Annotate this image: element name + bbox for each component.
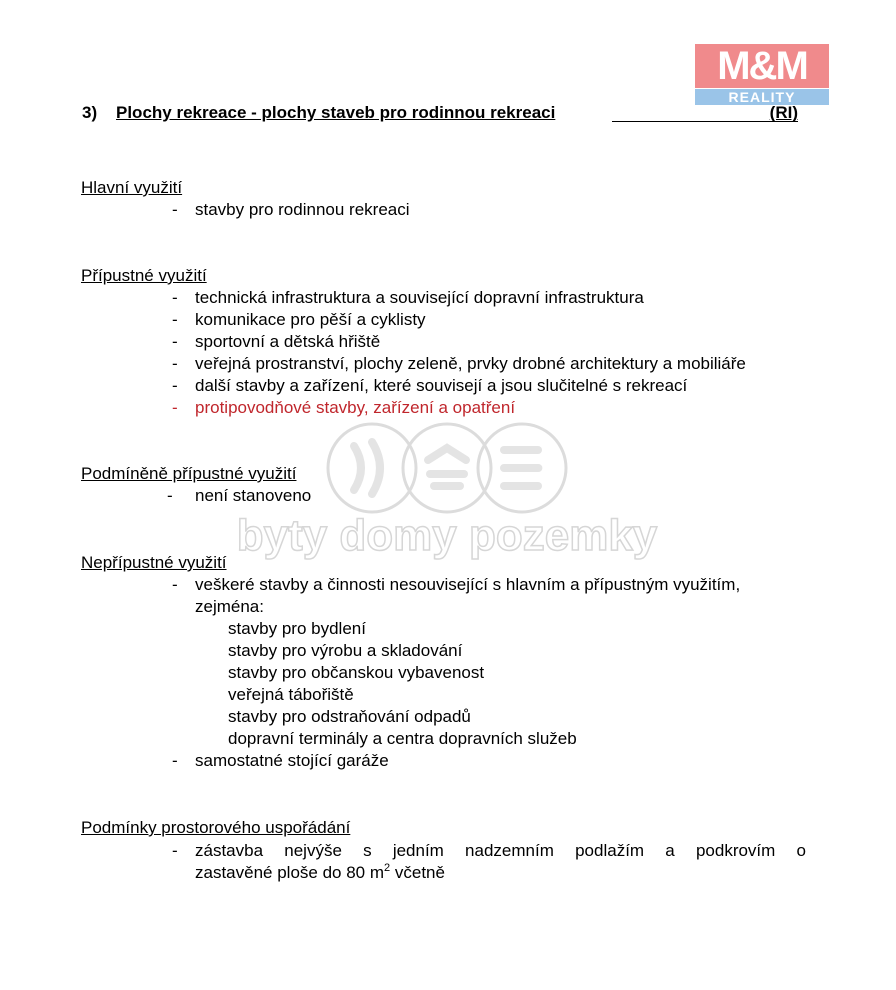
list-item: - zástavba nejvýše s jedním nadzemním podlažím a podkrovím o [172, 841, 806, 860]
list-item: - stavby pro rodinnou rekreaci [172, 200, 410, 219]
section-title-hlavni: Hlavní využití [81, 178, 183, 197]
heading-code: (RI) [769, 103, 798, 122]
logo-sub: REALITY [695, 89, 829, 105]
sub-item: stavby pro výrobu a skladování [228, 641, 463, 660]
list-prostorove [0, 840, 896, 884]
list-pripustne [0, 287, 896, 419]
sub-item: stavby pro občanskou vybavenost [228, 663, 485, 682]
list-item: - není stanoveno [167, 486, 312, 505]
list-hlavni [0, 199, 896, 221]
sub-item: stavby pro odstraňování odpadů [228, 707, 471, 726]
list-item: - technická infrastruktura a související dopravní infrastruktura [172, 288, 644, 307]
list-item: - samostatné stojící garáže [172, 751, 389, 770]
section-title-podminene: Podmíněně přípustné využití [81, 464, 297, 483]
logo-brand: M&M [695, 44, 829, 88]
watermark-text: byty domy pozemky [236, 511, 658, 560]
list-item-continuation: zejména: [195, 597, 264, 616]
list-item-highlighted: - protipovodňové stavby, zařízení a opatření [172, 398, 516, 417]
section-title-pripustne: Přípustné využití [81, 266, 207, 285]
heading-title [116, 102, 798, 124]
heading-title-text: Plochy rekreace - plochy staveb pro rodinnou rekreaci [116, 103, 556, 122]
list-item-continuation [0, 862, 896, 884]
list-podminene [0, 485, 896, 507]
section-title-nepripustne: Nepřípustné využití [81, 553, 227, 572]
heading-number: 3) [82, 103, 98, 122]
mm-reality-logo [695, 44, 829, 106]
section-heading [82, 102, 798, 124]
list-nepripustne [0, 574, 896, 772]
section-title-prostorove: Podmínky prostorového uspořádání [81, 818, 351, 837]
sub-item: dopravní terminály a centra dopravních služeb [228, 729, 577, 748]
sub-item: stavby pro bydlení [228, 619, 366, 638]
area-text: zastavěné ploše do 80 $m^2$ včetně [195, 862, 445, 882]
list-item: - sportovní a dětská hřiště [172, 332, 381, 351]
list-item: - další stavby a zařízení, které souvisejí a jsou slučitelné s rekreací [172, 376, 688, 395]
list-item: - veškeré stavby a činnosti nesouvisející s hlavním a přípustným využitím, [172, 575, 741, 594]
list-item: - veřejná prostranství, plochy zeleně, prvky drobné architektury a mobiliáře [172, 354, 746, 373]
list-item: - komunikace pro pěší a cyklisty [172, 310, 426, 329]
sub-item: veřejná tábořiště [228, 685, 354, 704]
